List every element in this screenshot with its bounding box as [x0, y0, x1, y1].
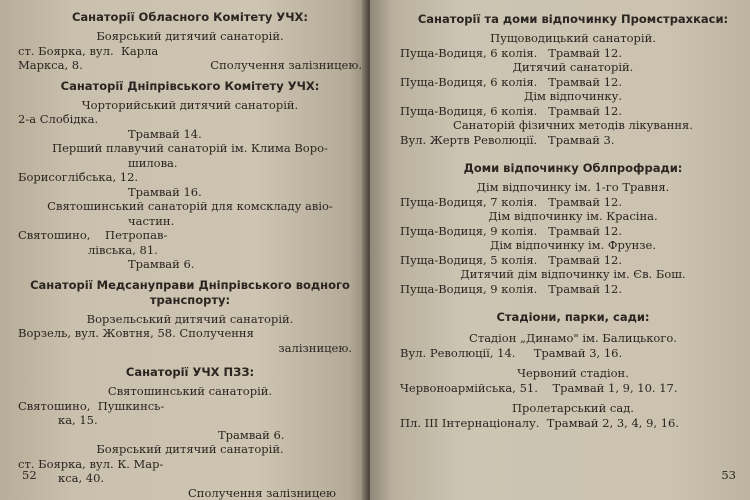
entry-address: Ворзель, вул. Жовтня, 58. Сполучення — [18, 326, 254, 340]
entry-address-cont: кса, 40. — [58, 471, 105, 485]
section-oblprofrada — [400, 161, 746, 296]
entry-address: 2-а Слобідка. — [18, 112, 99, 126]
section-heading: Санаторії та доми відпочинку Промстрахкаси: — [417, 12, 729, 26]
entry-address: Маркса, 8. — [18, 58, 83, 72]
entry-address-cont: ка, 15. — [58, 413, 98, 427]
entry-title: Дім відпочинку ім. 1-го Травня. — [476, 180, 670, 194]
entry-title: Санаторій фізичних методів лікування. — [453, 118, 693, 132]
section-uchkh-pzz — [18, 365, 362, 500]
section-heading: Санаторії УЧХ ПЗЗ: — [125, 365, 255, 379]
section-heading: Стадіони, парки, сади: — [496, 310, 650, 324]
entry-title: Святошинський санаторій для комскладу авіо- — [47, 199, 333, 213]
entry-address: Пуща-Водиця, 7 колія. Трамвай 12. — [400, 194, 623, 209]
entry-title: Перший плавучий санаторій ім. Клима Воро- — [52, 141, 328, 155]
entry-address: Червоноармійська, 51. Трамвай 1, 9, 10. 17. — [400, 380, 678, 395]
section-heading: Доми відпочинку Облпрофради: — [463, 161, 683, 175]
entry-title: Ворзельський дитячий санаторій. — [86, 311, 294, 326]
page-number: 53 — [721, 468, 736, 482]
entry-address: ст. Боярка, вул. Карла — [18, 43, 159, 58]
entry-title: Пролетарський сад. — [512, 401, 634, 415]
entry-address: Вул. Революції, 14. Трамвай 3, 16. — [400, 345, 623, 360]
entry-title: Боярський дитячий санаторій. — [96, 442, 284, 456]
left-page — [0, 0, 368, 500]
entry-title-cont: шилова. — [128, 155, 178, 170]
entry-title: Дитячий санаторій. — [512, 60, 634, 74]
entry-address: Пл. III Інтернаціоналу. Трамвай 2, 3, 4, 9, 16. — [400, 415, 680, 430]
entry-address: Борисоглібська, 12. — [18, 170, 139, 184]
section-stadiums-parks — [400, 310, 746, 430]
entry-transport: Трамвай 14. — [128, 126, 202, 141]
right-page — [370, 0, 750, 500]
entry-address: Пуща-Водиця, 6 колія. Трамвай 12. — [400, 103, 623, 118]
entry-title: Стадіон „Динамо" ім. Балицького. — [469, 331, 677, 345]
entry-address: Вул. Жертв Революції. Трамвай 3. — [400, 132, 615, 147]
entry-title: Дім відпочинку ім. Красіна. — [488, 209, 658, 223]
entry-title: Боярський дитячий санаторій. — [96, 29, 284, 43]
section-dnipro-committee — [18, 79, 362, 272]
section-heading: Санаторії Обласного Комітету УЧХ: — [71, 10, 309, 24]
entry-address-cont: лівська, 81. — [88, 242, 158, 257]
entry-address: Пуща-Водиця, 6 колія. Трамвай 12. — [400, 45, 623, 60]
entry-address: Святошино, Петропав- — [18, 228, 168, 242]
entry-transport: Трамвай 6. — [218, 427, 285, 442]
entry-address: Пуща-Водиця, 6 колія. Трамвай 12. — [400, 74, 623, 89]
entry-transport: Сполучення залізницею. — [210, 58, 362, 72]
entry-transport: Трамвай 16. — [128, 184, 202, 199]
entry-title-cont: частин. — [128, 213, 175, 228]
entry-address: ст. Боярка, вул. К. Мар- — [18, 456, 164, 471]
entry-title: Чорторийський дитячий санаторій. — [81, 97, 299, 112]
page-number: 52 — [22, 468, 37, 482]
entry-title: Дім відпочинку ім. Фрунзе. — [490, 238, 656, 252]
entry-transport: Сполучення залізницею — [188, 485, 337, 500]
entry-title: Червоний стадіон. — [517, 366, 629, 380]
section-oblast-committee — [18, 10, 362, 73]
entry-transport: Трамвай 6. — [128, 257, 195, 271]
entry-row — [18, 58, 362, 73]
entry-title: Пущоводицький санаторій. — [490, 31, 656, 45]
entry-title: Святошинський санаторій. — [107, 384, 273, 398]
entry-transport: залізницею. — [278, 340, 352, 355]
entry-title: Дім відпочинку. — [524, 89, 622, 103]
entry-address: Пуща-Водиця, 5 колія. Трамвай 12. — [400, 252, 623, 267]
entry-title: Дитячий дім відпочинку ім. Єв. Бош. — [460, 267, 686, 281]
section-heading: Санаторії Дніпрівського Комітету УЧХ: — [60, 78, 320, 93]
entry-address: Святошино, Пушкинсь- — [18, 398, 165, 413]
section-water-transport — [18, 278, 362, 356]
entry-address: Пуща-Водиця, 9 колія. Трамвай 12. — [400, 281, 623, 296]
section-heading: Санаторії Медсануправи Дніпрівського водного транспорту: — [30, 277, 350, 307]
entry-address: Пуща-Водиця, 9 колія. Трамвай 12. — [400, 223, 623, 238]
section-promstrakhkasa — [400, 12, 746, 147]
